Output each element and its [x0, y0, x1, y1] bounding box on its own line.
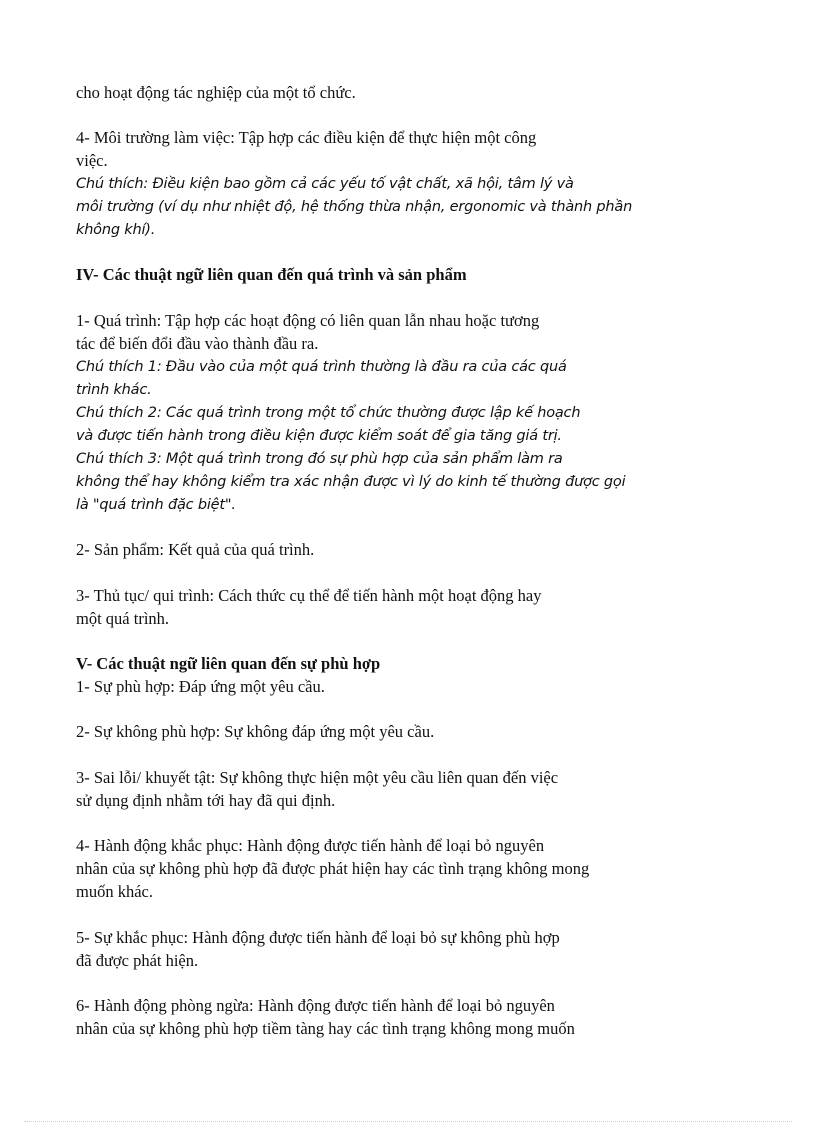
text-line: nhân của sự không phù hợp đã được phát hiện hay các tình trạng không mong	[76, 859, 590, 878]
text-line: 2- Sản phẩm: Kết quả của quá trình.	[76, 540, 315, 559]
note-line: Chú thích 1: Đầu vào của một quá trình thường là đầu ra của các quá	[76, 359, 567, 375]
text-line: 2- Sự không phù hợp: Sự không đáp ứng một yêu cầu.	[76, 722, 435, 741]
text-line: 4- Môi trường làm việc: Tập hợp các điều kiện để thực hiện một công	[76, 128, 537, 147]
note-line: và được tiến hành trong điều kiện được kiểm soát để gia tăng giá trị.	[76, 428, 562, 444]
text-line: 3- Sai lỗi/ khuyết tật: Sự không thực hiện một yêu cầu liên quan đến việc	[76, 768, 559, 787]
text-line: tác để biến đổi đầu vào thành đầu ra.	[76, 334, 319, 353]
text-line: 4- Hành động khắc phục: Hành động được tiến hành để loại bỏ nguyên	[76, 836, 545, 855]
text-line: 5- Sự khắc phục: Hành động được tiến hành để loại bỏ sự không phù hợp	[76, 928, 560, 947]
note-line: Chú thích 2: Các quá trình trong một tổ chức thường được lập kế hoạch	[76, 405, 581, 421]
text-line: 1- Sự phù hợp: Đáp ứng một yêu cầu.	[76, 677, 325, 696]
section-heading: IV- Các thuật ngữ liên quan đến quá trình và sản phẩm	[76, 265, 467, 284]
text-line: nhân của sự không phù hợp tiềm tàng hay các tình trạng không mong muốn	[76, 1019, 575, 1038]
note-line: Chú thích: Điều kiện bao gồm cả các yếu tố vật chất, xã hội, tâm lý và	[76, 176, 574, 192]
note-line: không thể hay không kiểm tra xác nhận được vì lý do kinh tế thường được gọi	[76, 474, 626, 490]
text-line: 1- Quá trình: Tập hợp các hoạt động có liên quan lẫn nhau hoặc tương	[76, 311, 540, 330]
page-bottom-rule	[24, 1121, 792, 1122]
text-line: 6- Hành động phòng ngừa: Hành động được tiến hành để loại bỏ nguyên	[76, 996, 555, 1015]
note-line: Chú thích 3: Một quá trình trong đó sự phù hợp của sản phẩm làm ra	[76, 451, 563, 467]
note-line: không khí).	[76, 222, 156, 238]
text-line: 3- Thủ tục/ qui trình: Cách thức cụ thể để tiến hành một hoạt động hay	[76, 586, 542, 605]
section-heading: V- Các thuật ngữ liên quan đến sự phù hợp	[76, 654, 381, 673]
text-line: việc.	[76, 151, 108, 170]
text-line: cho hoạt động tác nghiệp của một tổ chức.	[76, 83, 356, 102]
text-line: đã được phát hiện.	[76, 951, 199, 970]
note-line: môi trường (ví dụ như nhiệt độ, hệ thống thừa nhận, ergonomic và thành phần	[76, 199, 633, 215]
text-line: một quá trình.	[76, 609, 170, 628]
note-line: là "quá trình đặc biệt".	[76, 497, 236, 513]
text-line: muốn khác.	[76, 882, 153, 901]
note-line: trình khác.	[76, 382, 152, 398]
text-line: sử dụng định nhằm tới hay đã qui định.	[76, 791, 336, 810]
